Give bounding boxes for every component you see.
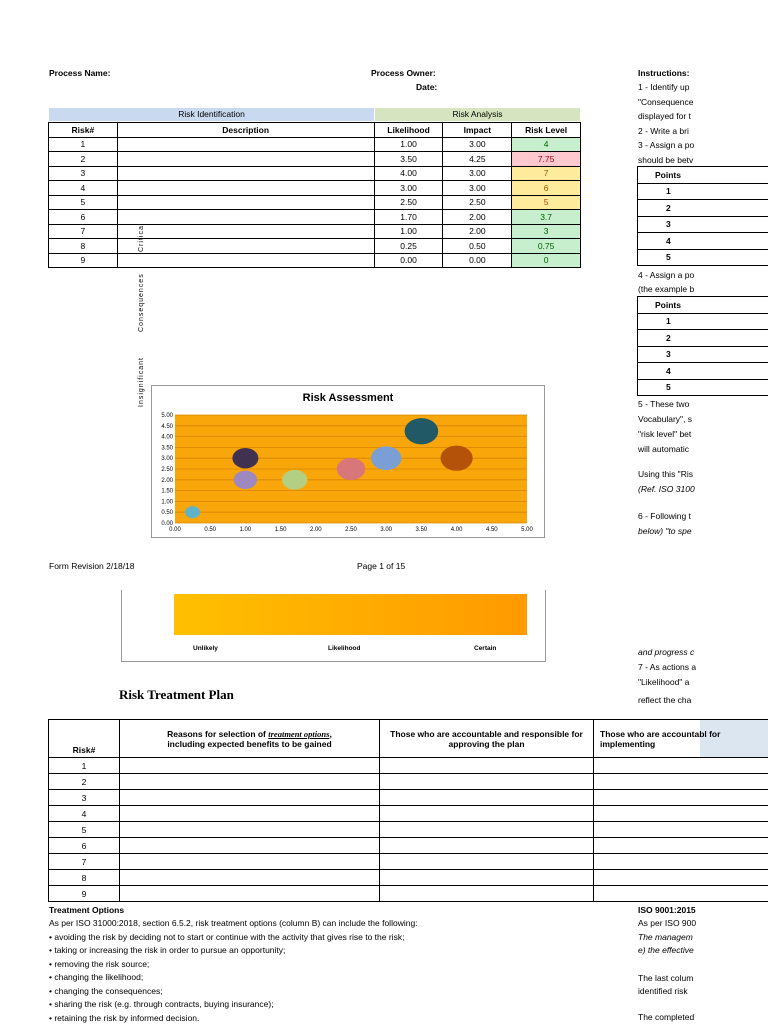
tp-reasons-suffix: ,: [329, 729, 331, 739]
instructions-step6: below) "to spe: [638, 524, 768, 539]
treatment-option-item: • taking or increasing the risk in order to pursue an opportunity;: [49, 944, 649, 958]
instructions-step7: and progress c: [638, 645, 768, 660]
chart-title: Risk Assessment: [152, 392, 544, 404]
risk-level-cell: 3: [512, 224, 581, 239]
iso9001-section: [638, 903, 768, 1024]
x-tick-label: 2.00: [310, 527, 322, 533]
treatment-option-item: • retaining the risk by informed decision.: [49, 1012, 649, 1025]
tp-reasons-cell[interactable]: [120, 758, 380, 774]
description-cell[interactable]: [117, 239, 374, 254]
points-cell: 2: [638, 200, 768, 217]
y-tick-label: 4.00: [161, 435, 173, 441]
tp-reasons-cell[interactable]: [120, 854, 380, 870]
y-tick-label: 5.00: [161, 413, 173, 419]
x-tick-label: 3.00: [380, 527, 392, 533]
points-header: Points: [638, 167, 768, 184]
bubble-point: [234, 471, 257, 489]
tp-approve-cell[interactable]: [380, 870, 594, 886]
likelihood-cell[interactable]: 3.50: [374, 152, 443, 167]
likelihood-cell[interactable]: 1.00: [374, 137, 443, 152]
likelihood-label: Likelihood: [328, 645, 361, 652]
description-cell[interactable]: [117, 195, 374, 210]
tp-col-risk: Risk#: [49, 720, 120, 758]
risk-level-cell: 5: [512, 195, 581, 210]
col-impact: Impact: [443, 123, 512, 138]
bubble-point: [405, 418, 439, 444]
impact-cell[interactable]: 4.25: [443, 152, 512, 167]
risk-number-cell: 9: [49, 253, 118, 268]
certain-label: Certain: [474, 645, 496, 652]
tp-risk-number-cell: 4: [49, 806, 120, 822]
tp-implement-cell[interactable]: [594, 758, 768, 774]
tp-approve-cell[interactable]: [380, 854, 594, 870]
y-tick-label: 4.50: [161, 424, 173, 430]
x-tick-label: 3.50: [416, 527, 428, 533]
likelihood-cell[interactable]: 1.70: [374, 210, 443, 225]
description-cell[interactable]: [117, 224, 374, 239]
risk-number-cell: 3: [49, 166, 118, 181]
iso9001-line: The last colum: [638, 972, 768, 986]
risk-row: [49, 195, 581, 210]
impact-cell[interactable]: 2.50: [443, 195, 512, 210]
instructions-line: should be betv: [638, 153, 768, 168]
risk-number-cell: 1: [49, 137, 118, 152]
tp-approve-cell[interactable]: [380, 758, 594, 774]
treatment-option-item: • sharing the risk (e.g. through contracts, buying insurance);: [49, 998, 649, 1012]
col-risk-number: Risk#: [49, 123, 118, 138]
risk-number-cell: 2: [49, 152, 118, 167]
points-cell: 3: [638, 346, 768, 363]
tp-implement-cell[interactable]: [594, 806, 768, 822]
impact-cell[interactable]: 3.00: [443, 137, 512, 152]
treatment-options-intro: As per ISO 31000:2018, section 6.5.2, risk treatment options (column B) can include the following:: [49, 917, 649, 931]
risk-number-cell: 5: [49, 195, 118, 210]
instructions-line: "Consequence: [638, 95, 768, 110]
risk-row: [49, 253, 581, 268]
instructions-step6: 6 - Following t: [638, 509, 768, 524]
risk-level-cell: 7: [512, 166, 581, 181]
risk-level-cell: 3.7: [512, 210, 581, 225]
treatment-plan-row: [49, 822, 768, 838]
process-owner-label: Process Owner:: [371, 68, 436, 78]
impact-cell[interactable]: 3.00: [443, 166, 512, 181]
risk-row: [49, 181, 581, 196]
treatment-plan-row: [49, 886, 768, 902]
risk-row: [49, 210, 581, 225]
tp-implement-cell[interactable]: [594, 790, 768, 806]
impact-cell[interactable]: 2.00: [443, 210, 512, 225]
y-tick-label: 1.00: [161, 499, 173, 505]
y-tick-label: 3.00: [161, 456, 173, 462]
tp-approve-cell[interactable]: [380, 790, 594, 806]
bubble-point: [232, 448, 258, 468]
tp-risk-number-cell: 8: [49, 870, 120, 886]
iso9001-line: As per ISO 900: [638, 917, 768, 931]
tp-implement-cell[interactable]: [594, 870, 768, 886]
col-likelihood: Likelihood: [374, 123, 443, 138]
instructions-line: displayed for t: [638, 109, 768, 124]
instructions-step5: 5 - These two: [638, 397, 768, 412]
bubble-point: [185, 506, 200, 518]
points-table-consequence: [637, 166, 768, 266]
points-header: Points: [638, 297, 768, 314]
unlikely-label: Unlikely: [193, 645, 218, 652]
x-tick-label: 2.50: [345, 527, 357, 533]
likelihood-cell[interactable]: 2.50: [374, 195, 443, 210]
risk-level-cell: 0: [512, 253, 581, 268]
x-tick-label: 5.00: [521, 527, 533, 533]
treatment-plan-row: [49, 758, 768, 774]
points-cell: 1: [638, 183, 768, 200]
treatment-option-item: • avoiding the risk by deciding not to start or continue with the activity that gives rise to the risk;: [49, 931, 649, 945]
likelihood-cell[interactable]: 3.00: [374, 181, 443, 196]
likelihood-cell[interactable]: 4.00: [374, 166, 443, 181]
tp-approve-cell[interactable]: [380, 838, 594, 854]
points-cell: 5: [638, 249, 768, 266]
tp-implement-cell[interactable]: [594, 838, 768, 854]
x-tick-label: 4.00: [451, 527, 463, 533]
page-number: Page 1 of 15: [357, 561, 405, 571]
risk-analysis-header: Risk Analysis: [375, 108, 580, 121]
y-tick-label: 2.00: [161, 478, 173, 484]
treatment-option-item: • changing the consequences;: [49, 985, 649, 999]
tp-reasons-prefix: Reasons for selection of: [167, 729, 268, 739]
y-tick-label: 0.50: [161, 510, 173, 516]
description-cell[interactable]: [117, 210, 374, 225]
likelihood-cell[interactable]: 1.00: [374, 224, 443, 239]
risk-level-cell: 4: [512, 137, 581, 152]
description-cell[interactable]: [117, 253, 374, 268]
tp-approve-cell[interactable]: [380, 806, 594, 822]
tp-reasons-cell[interactable]: [120, 790, 380, 806]
instructions-line: 1 - Identify up: [638, 80, 768, 95]
tp-risk-number-cell: 5: [49, 822, 120, 838]
risk-table: [48, 122, 581, 268]
x-tick-label: 4.50: [486, 527, 498, 533]
bubble-point: [440, 446, 472, 471]
tp-risk-number-cell: 6: [49, 838, 120, 854]
tp-approve-cell[interactable]: [380, 822, 594, 838]
tp-risk-number-cell: 2: [49, 774, 120, 790]
instructions-using: Using this "Ris: [638, 467, 768, 482]
instructions-panel: [638, 66, 768, 167]
critical-label: Critical: [138, 223, 145, 252]
impact-cell[interactable]: 2.00: [443, 224, 512, 239]
instructions-step7: reflect the cha: [638, 690, 768, 710]
tp-approve-cell[interactable]: [380, 774, 594, 790]
impact-cell[interactable]: 3.00: [443, 181, 512, 196]
instructions-step5: will automatic: [638, 442, 768, 457]
process-name-label: Process Name:: [49, 68, 110, 78]
treatment-plan-row: [49, 790, 768, 806]
risk-number-cell: 8: [49, 239, 118, 254]
likelihood-gradient-frame: [121, 590, 546, 662]
risk-number-cell: 6: [49, 210, 118, 225]
x-tick-label: 0.00: [169, 527, 181, 533]
instructions-step7: 7 - As actions a: [638, 660, 768, 675]
points-cell: 1: [638, 313, 768, 330]
treatment-plan-table: [48, 719, 768, 902]
description-cell[interactable]: [117, 166, 374, 181]
tp-reasons-cell[interactable]: [120, 838, 380, 854]
tp-implement-cell[interactable]: [594, 854, 768, 870]
points-cell: 4: [638, 233, 768, 250]
points-cell: 3: [638, 216, 768, 233]
likelihood-cell[interactable]: 0.25: [374, 239, 443, 254]
y-tick-label: 0.00: [161, 521, 173, 527]
tp-risk-number-cell: 7: [49, 854, 120, 870]
points-cell: 2: [638, 330, 768, 347]
y-tick-label: 1.50: [161, 489, 173, 495]
points-cell: 5: [638, 379, 768, 396]
treatment-plan-row: [49, 774, 768, 790]
iso9001-line: The completed: [638, 1011, 768, 1025]
treatment-options-link[interactable]: treatment options: [268, 729, 329, 739]
risk-number-cell: 7: [49, 224, 118, 239]
points-table-likelihood: [637, 296, 768, 396]
treatment-plan-row: [49, 854, 768, 870]
tp-reasons-line2: including expected benefits to be gained: [121, 739, 378, 749]
y-tick-label: 2.50: [161, 467, 173, 473]
x-tick-label: 1.50: [275, 527, 287, 533]
risk-row: [49, 224, 581, 239]
impact-cell[interactable]: 0.50: [443, 239, 512, 254]
x-tick-label: 0.50: [204, 527, 216, 533]
tp-implement-cell[interactable]: [594, 886, 768, 902]
bubble-point: [371, 446, 401, 470]
description-cell[interactable]: [117, 181, 374, 196]
risk-row: [49, 137, 581, 152]
form-revision: Form Revision 2/18/18: [49, 561, 135, 571]
risk-number-cell: 4: [49, 181, 118, 196]
insignificant-label: Insignificant: [138, 357, 145, 407]
tp-risk-number-cell: 9: [49, 886, 120, 902]
treatment-plan-row: [49, 870, 768, 886]
treatment-options-section: [49, 903, 649, 1025]
instructions-step5: "risk level" bet: [638, 427, 768, 442]
chart-plot: [152, 386, 544, 537]
description-cell[interactable]: [117, 152, 374, 167]
risk-level-cell: 7.75: [512, 152, 581, 167]
risk-assessment-chart: [151, 385, 545, 538]
treatment-option-item: • changing the likelihood;: [49, 971, 649, 985]
tp-risk-number-cell: 1: [49, 758, 120, 774]
iso9001-title: ISO 9001:2015: [638, 903, 768, 917]
likelihood-gradient-bar: [174, 594, 527, 635]
bubble-point: [282, 470, 307, 490]
date-label: Date:: [416, 82, 437, 92]
tp-implement-cell[interactable]: [594, 774, 768, 790]
tp-reasons-cell[interactable]: [120, 806, 380, 822]
points-cell: 4: [638, 363, 768, 380]
iso9001-line: identified risk: [638, 985, 768, 999]
iso9001-line: e) the effective: [638, 944, 768, 958]
tp-implement-cell[interactable]: [594, 822, 768, 838]
iso9001-line: The managem: [638, 931, 768, 945]
treatment-options-title: Treatment Options: [49, 903, 649, 917]
tp-col-reasons: [120, 720, 380, 758]
impact-cell[interactable]: 0.00: [443, 253, 512, 268]
treatment-option-item: • removing the risk source;: [49, 958, 649, 972]
tp-col-implement: Those who are accountabl for implementing: [594, 720, 768, 758]
treatment-plan-row: [49, 838, 768, 854]
tp-reasons-cell[interactable]: [120, 870, 380, 886]
col-risk-level: Risk Level: [512, 123, 581, 138]
instructions-line: 2 - Write a bri: [638, 124, 768, 139]
risk-level-cell: 6: [512, 181, 581, 196]
tp-reasons-cell[interactable]: [120, 886, 380, 902]
instructions-step4: 4 - Assign a po: [638, 268, 768, 282]
instructions-line: 3 - Assign a po: [638, 138, 768, 153]
risk-row: [49, 239, 581, 254]
treatment-plan-row: [49, 806, 768, 822]
risk-level-cell: 0.75: [512, 239, 581, 254]
risk-row: [49, 166, 581, 181]
instructions-title: Instructions:: [638, 66, 768, 80]
instructions-using: (Ref. ISO 3100: [638, 482, 768, 497]
treatment-plan-title: Risk Treatment Plan: [119, 687, 234, 703]
bubble-point: [337, 458, 365, 480]
instructions-step7: "Likelihood" a: [638, 675, 768, 690]
risk-identification-header: Risk Identification: [49, 108, 374, 121]
tp-reasons-cell[interactable]: [120, 774, 380, 790]
risk-row: [49, 152, 581, 167]
tp-reasons-cell[interactable]: [120, 822, 380, 838]
consequences-label: Consequences: [138, 273, 145, 332]
x-tick-label: 1.00: [240, 527, 252, 533]
col-description: Description: [117, 123, 374, 138]
instructions-step5: Vocabulary", s: [638, 412, 768, 427]
tp-approve-cell[interactable]: [380, 886, 594, 902]
instructions-step4: (the example b: [638, 282, 768, 296]
y-tick-label: 3.50: [161, 445, 173, 451]
likelihood-cell[interactable]: 0.00: [374, 253, 443, 268]
tp-col-approve: Those who are accountable and responsible for approving the plan: [380, 720, 594, 758]
tp-risk-number-cell: 3: [49, 790, 120, 806]
description-cell[interactable]: [117, 137, 374, 152]
